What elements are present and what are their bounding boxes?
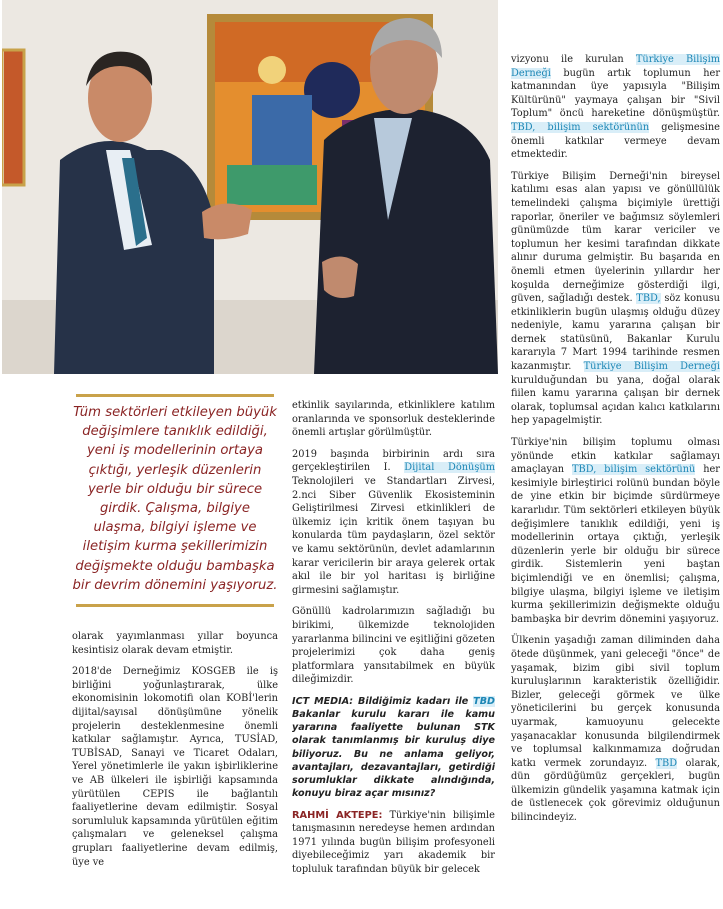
paragraph: RAHMİ AKTEPE: Türkiye'nin bilişimle tanışmasının neredeyse hemen ardından 1971 yılında bugün bilişim profesyoneli diyebileceğimiz yarı akademik bir topluluk tarafından büyük bir gelecek — [292, 809, 495, 875]
paragraph: Ülkenin yaşadığı zaman diliminden daha ötede düşünmek, yani geleceği "önce" de yaşamak, bizim gibi sivil toplum kuruluşlarının karakteristik özelliğidir. Bizler, geleceği görmek ve ülke yöneticilerini bu gerçek konusunda uyarmak, kamuoyunu gelecekte yaşanacaklar konusunda bilgilendirmek ve toplumsal kalkınmamıza doğrudan katkı vermek zorundayız. TBD olarak, dün gördüğümüz gerçekleri, bugün ülkemizin gündelik yaşamına katmak için de üstlenecek çok görevimiz olduğunun bilincindeyiz. — [511, 635, 720, 824]
paragraph: olarak yayımlanması yıllar boyunca kesintisiz olarak devam etmiştir. — [72, 631, 278, 656]
speaker-name: RAHMİ AKTEPE: — [292, 809, 383, 821]
column-1 — [72, 630, 278, 877]
interview-photo — [2, 0, 498, 374]
highlight: TBD — [473, 695, 495, 707]
man-right-suit — [314, 109, 498, 374]
paragraph: Gönüllü kadrolarımızın sağladığı bu birikimi, ülkemizde teknolojiden yararlanma bilincini ve eşitliğini gözeten projelerimizi çok daha geniş platformlara yansıtabilmek en büyük dileğimizdir. — [292, 606, 496, 686]
paragraph: etkinlik sayılarında, etkinliklere katılım oranlarında ve sponsorluk desteklerinde önemli artışlar görülmüştür. — [292, 400, 495, 439]
column-3 — [511, 53, 720, 833]
highlight: TBD, — [636, 293, 661, 305]
paragraph: Türkiye Bilişim Derneği'nin bireysel katılımı esas alan yapısı ve gönüllülük temelindeki çalışma biçimiyle ürettiği raporlar, öneriler ve bağımsız söylemleri günümüzde tüm karar vericiler ve toplumun her kesimi tarafından dikkate alınır duruma gelmiştir. Bu başarıda en önemli etmen üyelerinin yıllardır her koşulda derneğimize gösterdiği ilgi, güven, sağladığı destek. TBD, söz konusu etkinliklerin bugün ulaşmış olduğu düzey nedeniyle, kamu yararına çalışan bir dernek statüsünü, Bakanlar Kurulu kararıyla 7 Mart 1994 tarihinde resmen kazanmıştır. Türkiye Bilişim Derneği kurulduğundan bu yana, doğal olarak fiilen kamu yararına çalışan bir dernek olarak, toplumsal açıdan kalıcı katkılarını hep yapagelmiştir. — [511, 170, 720, 427]
highlight: Türkiye Bilişim Derneği — [583, 361, 720, 373]
highlight: TBD, bilişim sektörünü — [571, 464, 696, 476]
pull-quote: Tüm sektörleri etkileyen büyük değişimlere tanıklık edildiği, yeni iş modellerinin ortaya çıktığı, yerleşik düzenlerin yerle bir olduğu bir sürece girdik. Çalışma, bilgiye ulaşma, bilgiyi işleme ve iletişim kurma şekillerimizin değişmekte olduğu bambaşka bir devrim dönemini yaşıyoruz. — [72, 403, 278, 595]
highlight: TBD — [655, 757, 678, 769]
interview-question: ICT MEDIA: Bildiğimiz kadarı ile TBD Bakanlar kurulu kararı ile kamu yararına faaliyette bulunan STK olarak tanımlanmış bir kuruluş diye biliyoruz. Bu ne anlama geliyor, avantajları, dezavantajları, getirdiği sorumluklar dikkate alındığında, konuyu biraz açar mısınız? — [292, 695, 495, 800]
left-painting — [4, 50, 24, 185]
highlight: TBD, bilişim sektörünün — [511, 121, 650, 133]
paragraph: 2019 başında birbirinin ardı sıra gerçekleştirilen I. Dijital Dönüşüm Teknolojileri ve Standartları Zirvesi, 2.nci Siber Güvenlik Ekosisteminin Geliştirilmesi Zirvesi etkinlikleri de ülkemiz için kritik önem taşıyan bu konularda tüm paydaşların, özel sektör ve kamu sektörünün, devlet adamlarının karar vericilerin bir araya gelerek ortak akıl ile bir yol haritası iş birliğine girmesini sağlamıştır. — [292, 448, 495, 596]
photo — [2, 0, 498, 374]
man-left-hand — [202, 203, 252, 239]
paragraph: 2018'de Derneğimiz KOSGEB ile iş birliğini yoğunlaştırarak, ülke ekonomisinin lokomotifi olan KOBİ'lerin dijital/sayısal dönüşümüne yönelik projelerin desteklenmesine önemli katkılar sağlamıştır. Ayrıca, TUSİAD, TUBİSAD, Sanayi ve Ticaret Odaları, Yerel yönetimlerle ile yakın işbirliklerine ve AB ülkeleri ile işbirliği kapsamında yürütülen CEPIS ile bağlantılı faaliyetlerine devam edilmiştir. Sosyal sorumluluk kapsamında yürütülen eğitim çalışmaları ve geleneksel çalışma grupları faaliyetlerine devam edilmiş, üye ve — [72, 666, 278, 868]
highlight: Dijital Dönüşüm — [404, 462, 495, 474]
highlight: Türkiye Bilişim Derneği — [511, 54, 721, 79]
paragraph: vizyonu ile kurulan Türkiye Bilişim Derneği bugün artık toplumun her katmanından üye yapısıyla "Bilişim Kültürünü" yaymaya çalışan bir "Sivil Toplum" öncü hareketine dönüşmüştür. TBD, bilişim sektörünün gelişmesine önemli katkılar vermeye devam etmektedir. — [511, 54, 721, 161]
paragraph: Türkiye'nin bilişim toplumu olması yönünde etkin katkılar sağlamayı amaçlayan TBD, bilişim sektörünü her kesimiyle birleştirici rolünü bundan böyle de yine etkin bir biçimde sürdürmeye kararlıdır. Tüm sektörleri etkileyen büyük değişimlere tanıklık edildiği, yeni iş modellerinin ortaya çıktığı, yerleşik düzenlerin yerle bir olduğu bir sürece girdik. Sistemlerin yeni baştan biçimlendiği ve en önemlisi; çalışma, bilgiye ulaşma, bilgiyi işleme ve iletişim kurma şekillerimizin değişmekte olduğu bambaşka bir devrim dönemini yaşıyoruz. — [511, 437, 720, 625]
column-2 — [292, 399, 495, 884]
